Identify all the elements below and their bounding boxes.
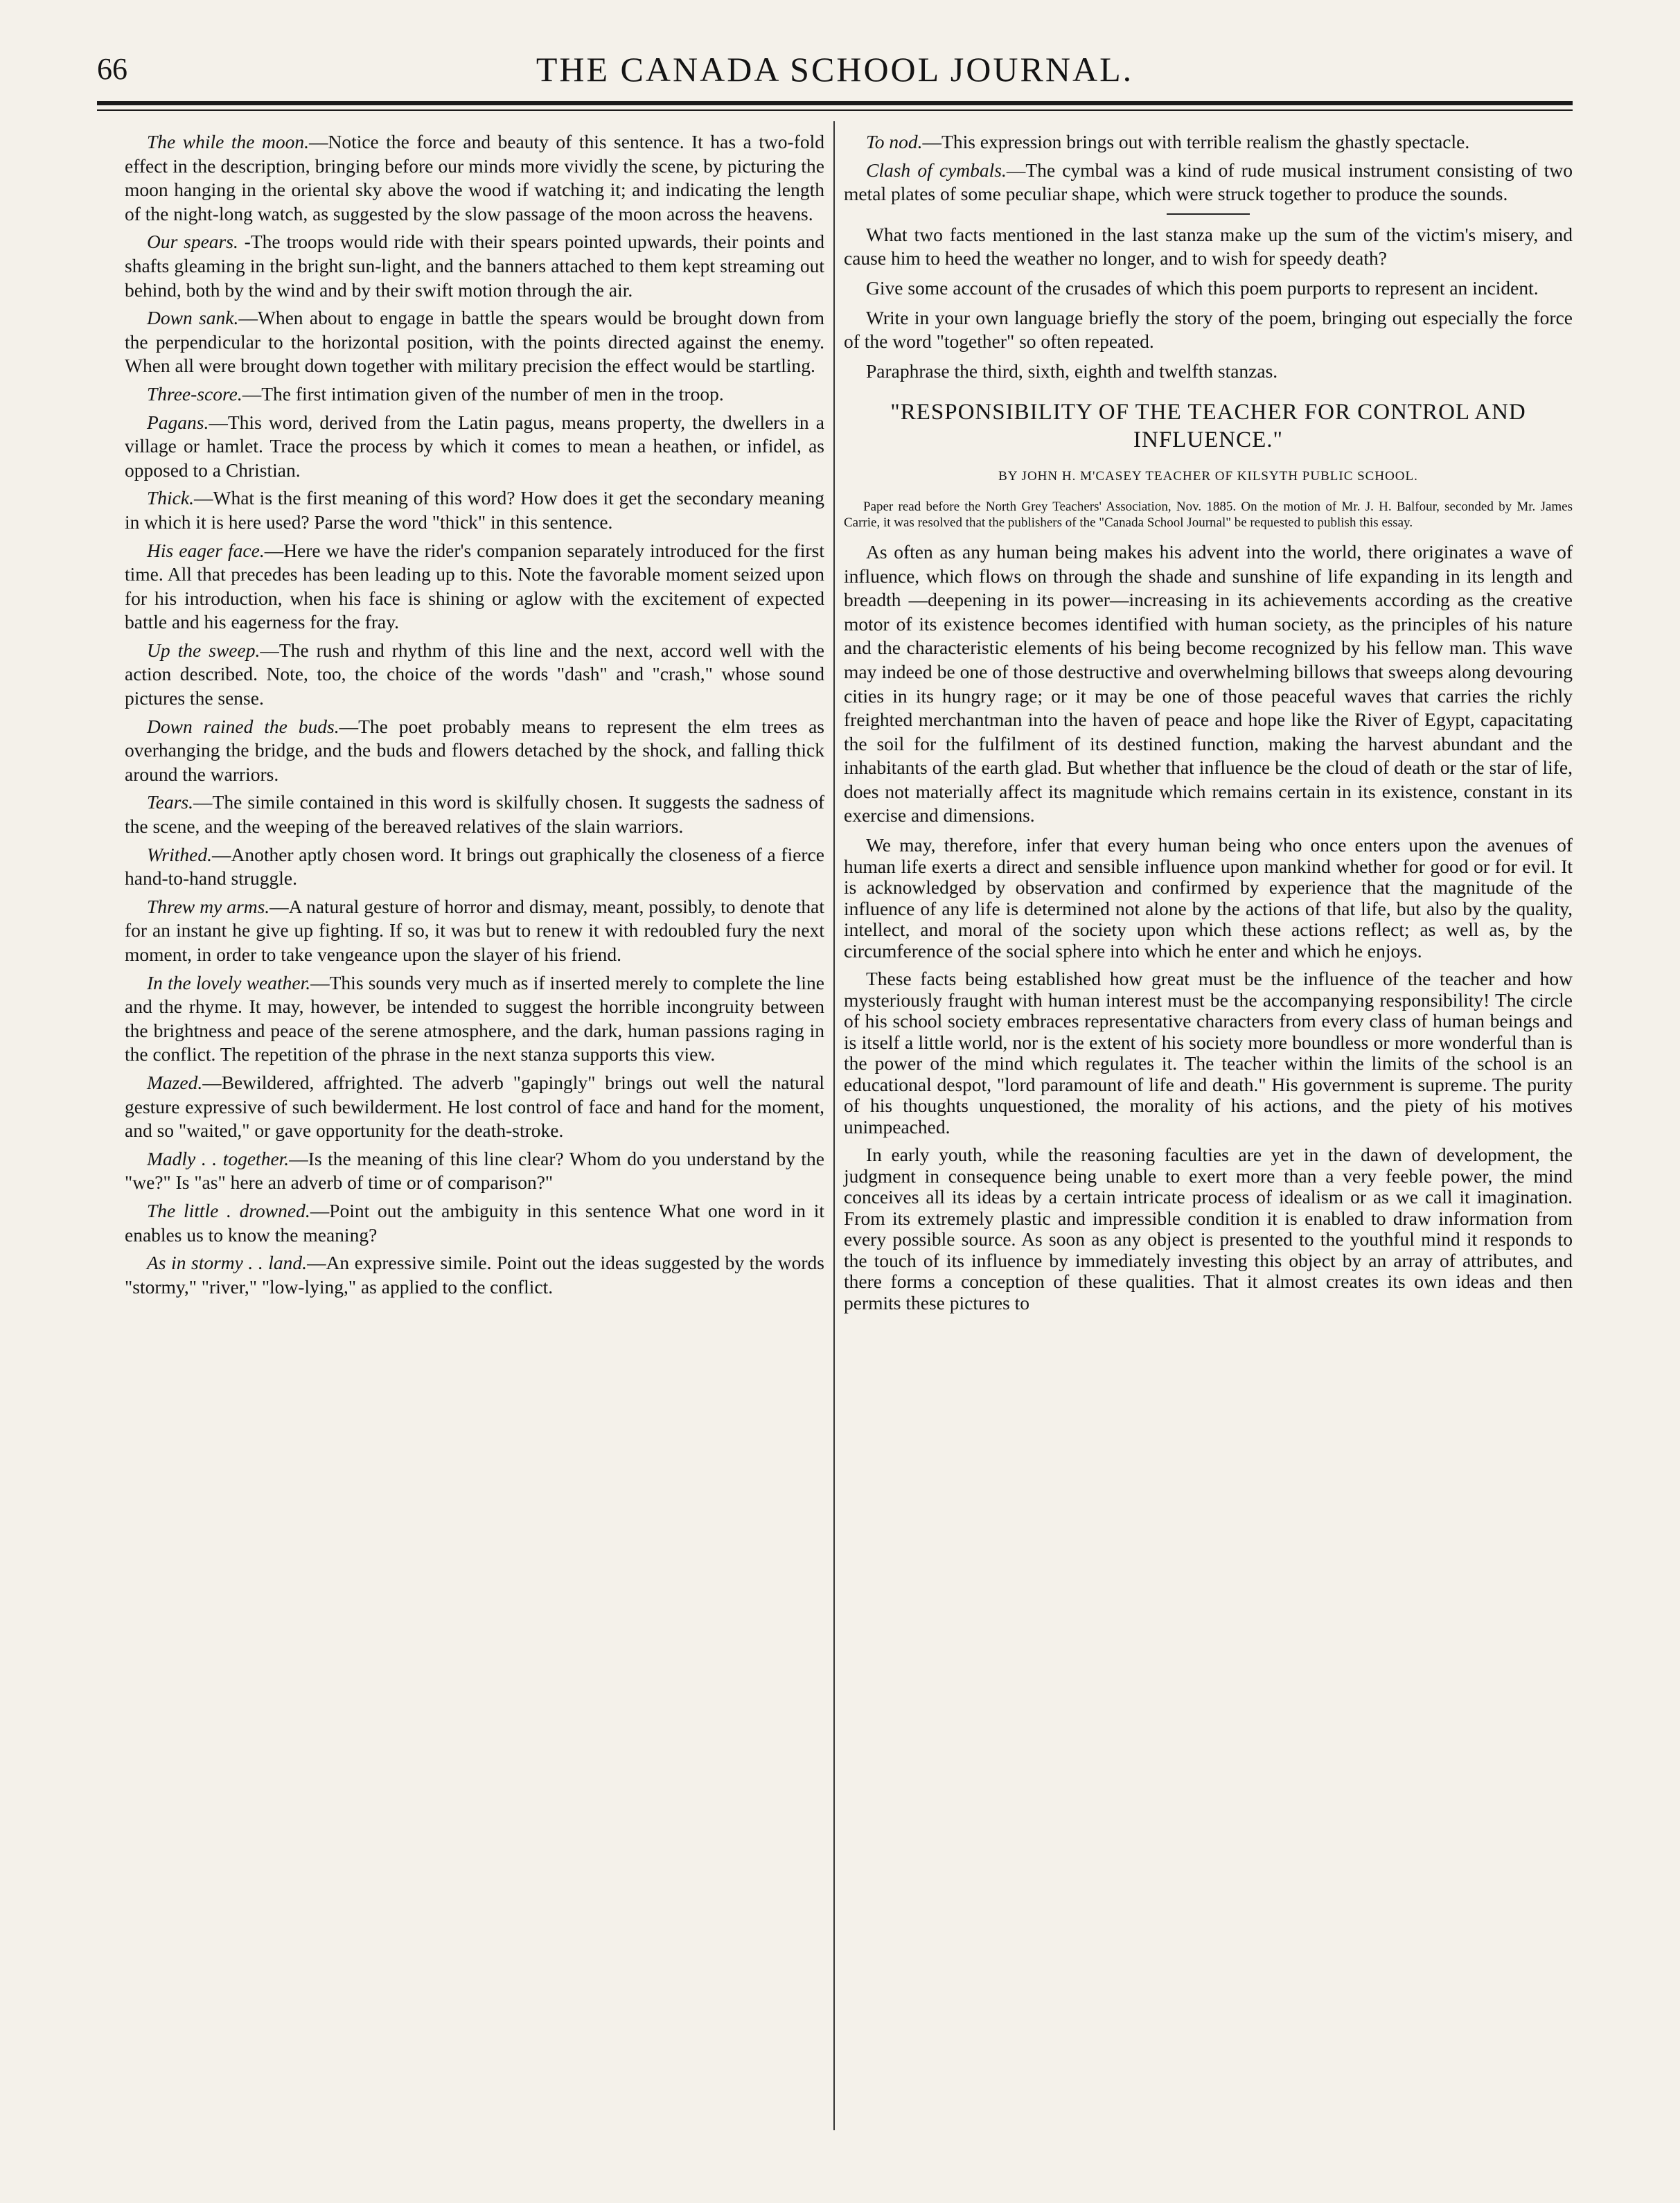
note-text: —This word, derived from the Latin pagus, means property, the dwellers in a village or hamlet. Trace the process by which it comes to mean a heathen, or infidel, as opposed to a Christian. (125, 411, 824, 481)
annotation-note (125, 715, 824, 787)
note-term: Writhed. (147, 843, 212, 865)
annotation-note (125, 539, 824, 635)
note-term: Three-score. (147, 382, 242, 405)
note-text: —An expressive simile. Point out the ideas suggested by the words "stormy," "river," "low-lying," as applied to the conflict. (125, 1252, 824, 1298)
note-text: —Here we have the rider's companion separately introduced for the first time. All that precedes has been leading up to this. Note the favorable moment seized upon for his introduction, when his face is shining or aglow with the excitement of expected battle and his eagerness for the fray. (125, 539, 824, 633)
note-text: —Another aptly chosen word. It brings out graphically the closeness of a fierce hand-to-hand struggle. (125, 843, 824, 890)
page-header (97, 48, 1573, 97)
note-text: —The first intimation given of the number of men in the troop. (242, 382, 724, 405)
annotation-note (125, 411, 824, 483)
note-term: Down rained the buds. (147, 715, 339, 737)
annotation-note (125, 843, 824, 891)
note-text: —This sounds very much as if inserted merely to complete the line and the rhyme. It may, however, be intended to suggest the horrible incongruity between the brightness and peace of the serene atmosphere, and the dark, human passions raging in the conflict. The repetition of the phrase in the next stanza supports this view. (125, 971, 824, 1065)
section-divider (1167, 213, 1250, 215)
annotation-note (125, 306, 824, 378)
annotation-note (125, 1147, 824, 1195)
header-rule-thick (97, 101, 1573, 105)
annotation-note (125, 1251, 824, 1299)
annotation-note (844, 130, 1573, 154)
note-text: —Is the meaning of this line clear? Whom do you understand by the "we?" Is "as" here an adverb of time or of comparison?" (125, 1147, 824, 1194)
note-text: —Notice the force and beauty of this sentence. It has a two-fold effect in the description, bringing before our minds more vividly the scene, by picturing the moon hanging in the oriental sky above the wood if watching it; and indicating the length of the night-long watch, as suggested by the slow passage of the moon across the heavens. (125, 131, 824, 224)
annotation-note (125, 1199, 824, 1247)
header-rule-thin (97, 109, 1573, 111)
note-text: —The simile contained in this word is skilfully chosen. It suggests the sadness of the scene, and the weeping of the bereaved relatives of the slain warriors. (125, 791, 824, 838)
note-term: Up the sweep. (147, 639, 260, 661)
note-term: Clash of cymbals. (866, 159, 1007, 181)
annotation-note (125, 130, 824, 226)
note-term: Tears. (147, 791, 194, 813)
article-paragraph: These facts being established how great must be the influence of the teacher and how mysteriously fraught with human interest must be the accompanying responsibility! The circle of his school society embraces representative characters from every class of human beings and is itself a little world, nor is the extent of his society more boundless or more wonderful than is the power of the mind which regulates it. The teacher within the limits of the school is an educational despot, "lord paramount of life and death." His government is supreme. The purity of his thoughts unquestioned, the morality of his actions, and the piety of his motives unimpeached. (844, 968, 1573, 1138)
note-term: The while the moon. (147, 131, 309, 152)
journal-title: THE CANADA SCHOOL JOURNAL. (536, 50, 1134, 89)
article-paragraph: We may, therefore, infer that every human being who once enters upon the avenues of human life exerts a direct and sensible influence upon mankind whether for good or for evil. It is acknowledged by observation and confirmed by experience that the magnitude of the influence of any life is determined not alone by the actions of that life, but also by the quality, intellect, and moral of the society upon which these actions reflect; as well as, by the circumference of the social sphere into which he enter and which he enjoys. (844, 834, 1573, 962)
annotation-note (125, 639, 824, 711)
note-term: His eager face. (147, 539, 265, 561)
note-term: In the lovely weather. (147, 971, 311, 993)
note-term: The little . drowned. (147, 1199, 310, 1221)
study-question: What two facts mentioned in the last stanza make up the sum of the victim's misery, and cause him to heed the weather no longer, and to wish for speedy death? (844, 223, 1573, 269)
annotation-note (125, 971, 824, 1067)
note-term: Pagans. (147, 411, 209, 433)
column-divider (833, 121, 835, 2130)
note-text: —This expression brings out with terrible realism the ghastly spectacle. (922, 131, 1470, 152)
study-question: Write in your own language briefly the story of the poem, bringing out especially the force of the word "together" so often repeated. (844, 306, 1573, 353)
note-term: Mazed. (147, 1071, 203, 1093)
note-term: Madly . . together. (147, 1147, 290, 1169)
note-text: —What is the first meaning of this word? How does it get the secondary meaning in which it is here used? Parse the word "thick" in this sentence. (125, 487, 824, 533)
annotation-note (125, 1071, 824, 1143)
note-text: —Bewildered, affrighted. The adverb "gapingly" brings out well the natural gesture expressive of such bewilderment. He lost control of face and hand for the moment, and so "waited," or gave opportunity for the death-stroke. (125, 1071, 824, 1142)
note-text: —Point out the ambiguity in this sentence What one word in it enables us to know the meaning? (125, 1199, 824, 1246)
note-text: —The cymbal was a kind of rude musical instrument consisting of two metal plates of some peculiar shape, which were struck together to produce the sounds. (844, 159, 1573, 205)
left-column (125, 130, 824, 1303)
article-byline: BY JOHN H. M'CASEY TEACHER OF KILSYTH PUBLIC SCHOOL. (998, 469, 1418, 484)
article-paragraph: As often as any human being makes his advent into the world, there originates a wave of influence, which flows on through the shade and sunshine of life expanding in its length and breadth —deepening in its power—increasing in its achievements according as the creative motor of its existence becomes identified with human society, as the principles of his nature and the characteristic elements of his being become recognized by his fellow man. This wave may indeed be one of those destructive and overwhelming billows that sweeps along devouring cities in its hungry rage; or it may be one of those peaceful waves that carries the richly freighted merchantman into the haven of peace and hope like the River of Egypt, capacitating the soil for the fulfilment of its destined function, making the harvest abundant and the inhabitants of the earth glad. But whether that influence be the cloud of death or the star of life, does not materially affect its magnitude which remains certain in its existence, constant in its exercise and dimensions. (844, 540, 1573, 826)
note-term: Thick. (147, 487, 194, 509)
annotation-note (125, 486, 824, 534)
note-text: —A natural gesture of horror and dismay, meant, possibly, to denote that for an instant he give up fighting. If so, it was but to renew it with redoubled fury the next moment, in order to take vengeance upon the slayer of his friend. (125, 895, 824, 965)
note-term: Threw my arms. (147, 895, 270, 917)
annotation-note (125, 230, 824, 302)
study-question: Give some account of the crusades of which this poem purports to represent an incident. (866, 276, 1539, 299)
note-text: -The troops would ride with their spears pointed upwards, their points and shafts gleaming in the bright sun-light, and the banners attached to them kept streaming out behind, both by the wind and by their swift motion through the air. (125, 231, 824, 301)
note-term: As in stormy . . land. (147, 1252, 308, 1274)
note-text: —The poet probably means to represent the elm trees as overhanging the bridge, and the buds and flowers detached by the shock, and falling thick around the warriors. (125, 715, 824, 785)
right-column (844, 130, 1573, 1320)
note-text: —The rush and rhythm of this line and the next, accord well with the action described. Note, too, the choice of the words "dash" and "crash," whose sound pictures the sense. (125, 639, 824, 709)
note-term: Down sank. (147, 307, 239, 329)
annotation-note (125, 382, 824, 407)
note-term: To nod. (866, 131, 923, 152)
annotation-note (125, 790, 824, 838)
note-term: Our spears. (147, 231, 238, 253)
annotation-note (125, 895, 824, 967)
annotation-note (844, 159, 1573, 206)
note-text: —When about to engage in battle the spears would be brought down from the perpendicular to the horizontal position, with the points directed against the enemy. When all were brought down together with military precision the effect would be startling. (125, 307, 824, 377)
article-title: "RESPONSIBILITY OF THE TEACHER FOR CONTROL AND INFLUENCE." (890, 400, 1526, 453)
page-number: 66 (97, 52, 127, 86)
study-question: Paraphrase the third, sixth, eighth and twelfth stanzas. (866, 360, 1278, 382)
article-footnote: Paper read before the North Grey Teachers' Association, Nov. 1885. On the motion of Mr. J. H. Balfour, seconded by Mr. James Carrie, it was resolved that the publishers of the "Canada School Journal" be requested to publish this essay. (844, 499, 1573, 530)
article-paragraph: In early youth, while the reasoning faculties are yet in the dawn of development, the judgment in consequence being unable to exert more than a very feeble power, the mind conceives all its ideas by a certain intricate process of idealism or as we call it imagination. From its extremely plastic and impressible condition it is enabled to draw information from every possible source. As soon as any object is presented to the youthful mind it responds to the touch of its influence by immediately investing this object by an array of attributes, and there forms a conception of these qualities. That it almost creates its own ideas and then permits these pictures to (844, 1144, 1573, 1313)
